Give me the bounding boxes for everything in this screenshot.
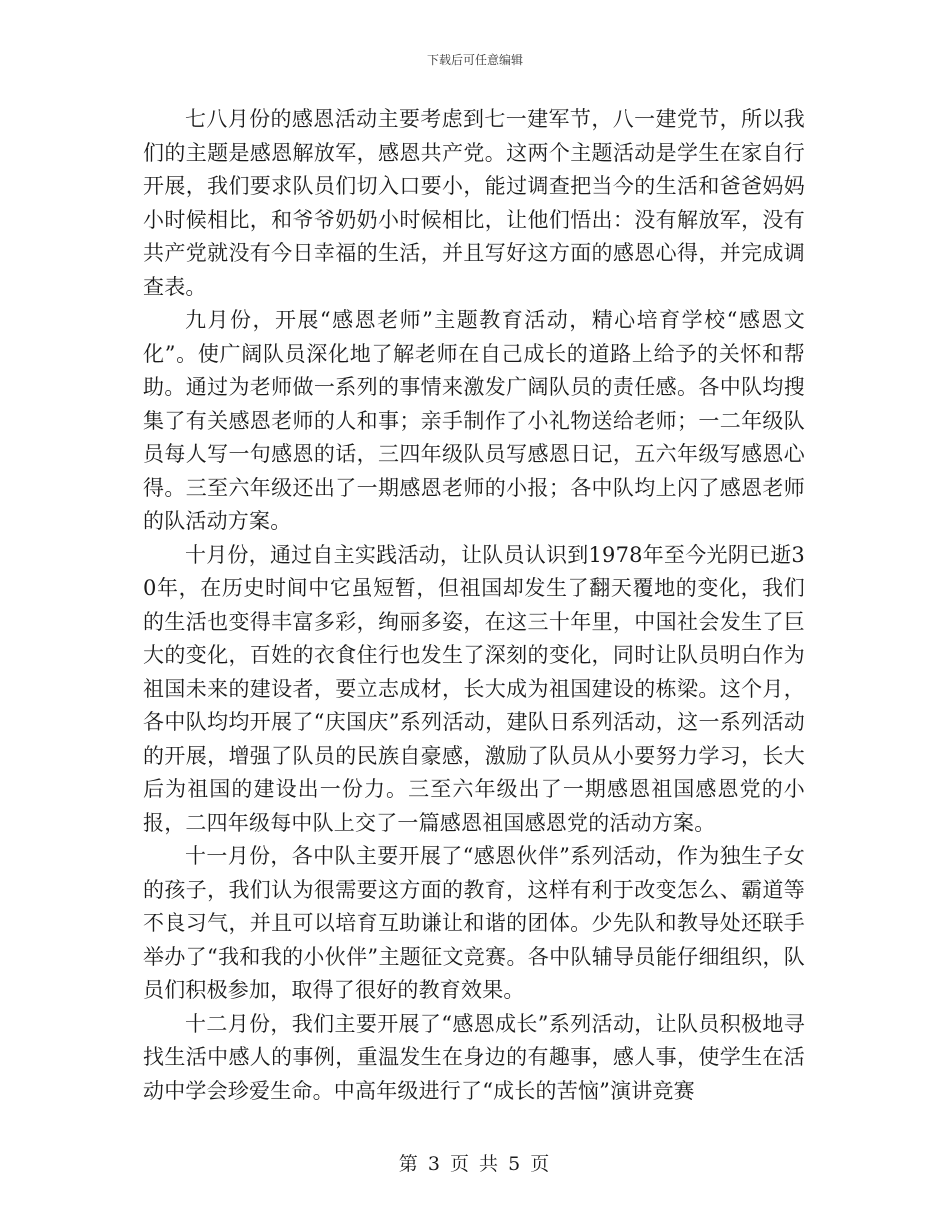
paragraph-october: 十月份，通过自主实践活动，让队员认识到1978年至今光阴已逝30年，在历史时间中它虽短暂，但祖国却发生了翻天覆地的变化，我们的生活也变得丰富多彩，绚丽多姿，在这三十年里，中国社会发生了巨大的变化，百姓的衣食住行也发生了深刻的变化，同时让队员明白作为祖国未来的建设者，要立志成材，长大成为祖国建设的栋梁。这个月，各中队均均开展了“庆国庆”系列活动，建队日系列活动，这一系列活动的开展，增强了队员的民族自豪感，激励了队员从小要努力学习，长大后为祖国的建设出一份力。三至六年级出了一期感恩祖国感恩党的小报，二四年级每中队上交了一篇感恩祖国感恩党的活动方案。 <box>143 542 805 835</box>
footer-suffix: 页 <box>530 1153 552 1175</box>
footer-current-page: 3 <box>427 1153 442 1175</box>
paragraph-september: 九月份，开展“感恩老师”主题教育活动，精心培育学校“感恩文化”。使广阔队员深化地了解老师在自己成长的道路上给予的关怀和帮助。通过为老师做一系列的事情来激发广阔队员的责任感。各中队均搜集了有关感恩老师的人和事；亲手制作了小礼物送给老师；一二年级队员每人写一句感恩的话，三四年级队员写感恩日记，五六年级写感恩心得。三至六年级还出了一期感恩老师的小报；各中队均上闪了感恩老师的队活动方案。 <box>143 308 805 533</box>
footer-middle: 页 共 <box>449 1153 501 1175</box>
paragraph-november: 十一月份，各中队主要开展了“感恩伙伴”系列活动，作为独生子女的孩子，我们认为很需要这方面的教育，这样有利于改变怎么、霸道等不良习气，并且可以培育互助谦让和谐的团体。少先队和教导处还联手举办了“我和我的小伙伴”主题征文竞赛。各中队辅导员能仔细组织，队员们积极参加，取得了很好的教育效果。 <box>143 844 805 1002</box>
header-note: 下载后可任意编辑 <box>426 53 523 67</box>
paragraph-december: 十二月份，我们主要开展了“感恩成长”系列活动，让队员积极地寻找生活中感人的事例，重温发生在身边的有趣事，感人事，使学生在活动中学会珍爱生命。中高年级进行了“成长的苦恼”演讲竞赛 <box>143 1011 805 1103</box>
paragraph-july-august: 七八月份的感恩活动主要考虑到七一建军节，八一建党节，所以我们的主题是感恩解放军，感恩共产党。这两个主题活动是学生在家自行开展，我们要求队员们切入口要小，能过调查把当今的生活和爸爸妈妈小时候相比，和爷爷奶奶小时候相比，让他们悟出：没有解放军，没有共产党就没有今日幸福的生活，并且写好这方面的感恩心得，并完成调查表。 <box>143 107 805 299</box>
footer-total-pages: 5 <box>508 1153 523 1175</box>
page-footer <box>0 1152 950 1176</box>
footer-prefix: 第 <box>398 1153 420 1175</box>
body-text <box>143 103 805 1108</box>
